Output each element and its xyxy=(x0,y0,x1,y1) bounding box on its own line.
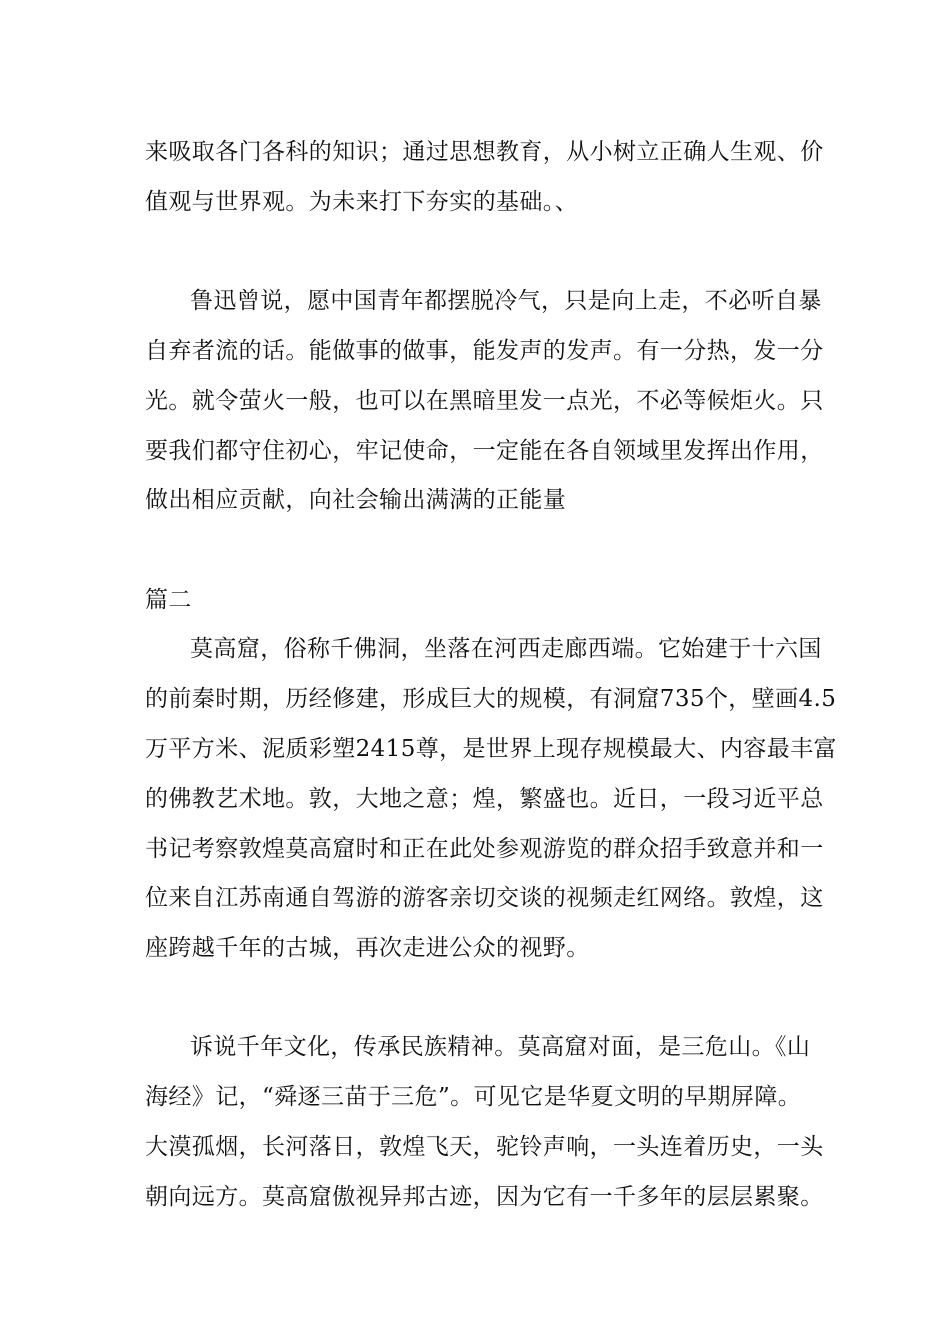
paragraph-2-line: 要我们都守住初心，牢记使命，一定能在各自领域里发挥出作用， xyxy=(145,438,824,464)
paragraph-4-line: 大漠孤烟，长河落日，敦煌飞天，驼铃声响，一头连着历史，一头 xyxy=(145,1134,824,1160)
paragraph-1-line: 值观与世界观。为未来打下夯实的基础。、 xyxy=(145,189,579,215)
paragraph-3-line: 座跨越千年的古城，再次走进公众的视野。 xyxy=(145,935,590,961)
paragraph-3-line: 位来自江苏南通自驾游的游客亲切交谈的视频走红网络。敦煌，这 xyxy=(145,885,824,911)
paragraph-3-line: 万平方米、泥质彩塑2415尊，是世界上现存规模最大、内容最丰富 xyxy=(145,736,837,762)
paragraph-2-line: 做出相应贡献，向社会输出满满的正能量 xyxy=(145,487,567,513)
paragraph-1-line: 来吸取各门各科的知识；通过思想教育，从小树立正确人生观、价 xyxy=(145,139,824,165)
paragraph-4-line: 诉说千年文化，传承民族精神。莫高窟对面，是三危山。《山 xyxy=(190,1034,811,1060)
paragraph-2-line: 自弃者流的话。能做事的做事，能发声的发声。有一分热，发一分 xyxy=(145,338,824,364)
paragraph-3-line: 莫高窟，俗称千佛洞，坐落在河西走廊西端。它始建于十六国 xyxy=(190,636,822,662)
paragraph-3-line: 书记考察敦煌莫高窟时和正在此处参观游览的群众招手致意并和一 xyxy=(145,836,824,862)
paragraph-4-line: 海经》记，“舜逐三苗于三危”。可见它是华夏文明的早期屏障。 xyxy=(145,1084,802,1110)
section-heading: 篇二 xyxy=(145,587,192,613)
paragraph-2-line: 光。就令萤火一般，也可以在黑暗里发一点光，不必等候炬火。只 xyxy=(145,388,824,414)
paragraph-3-line: 的佛教艺术地。敦，大地之意；煌，繁盛也。近日，一段习近平总 xyxy=(145,786,824,812)
paragraph-3-line: 的前秦时期，历经修建，形成巨大的规模，有洞窟735个，壁画4.5 xyxy=(145,686,837,712)
paragraph-4-line: 朝向远方。莫高窟傲视异邦古迹，因为它有一千多年的层层累聚。 xyxy=(145,1184,824,1210)
paragraph-2-line: 鲁迅曾说，愿中国青年都摆脱冷气，只是向上走，不必听自暴 xyxy=(190,288,822,314)
